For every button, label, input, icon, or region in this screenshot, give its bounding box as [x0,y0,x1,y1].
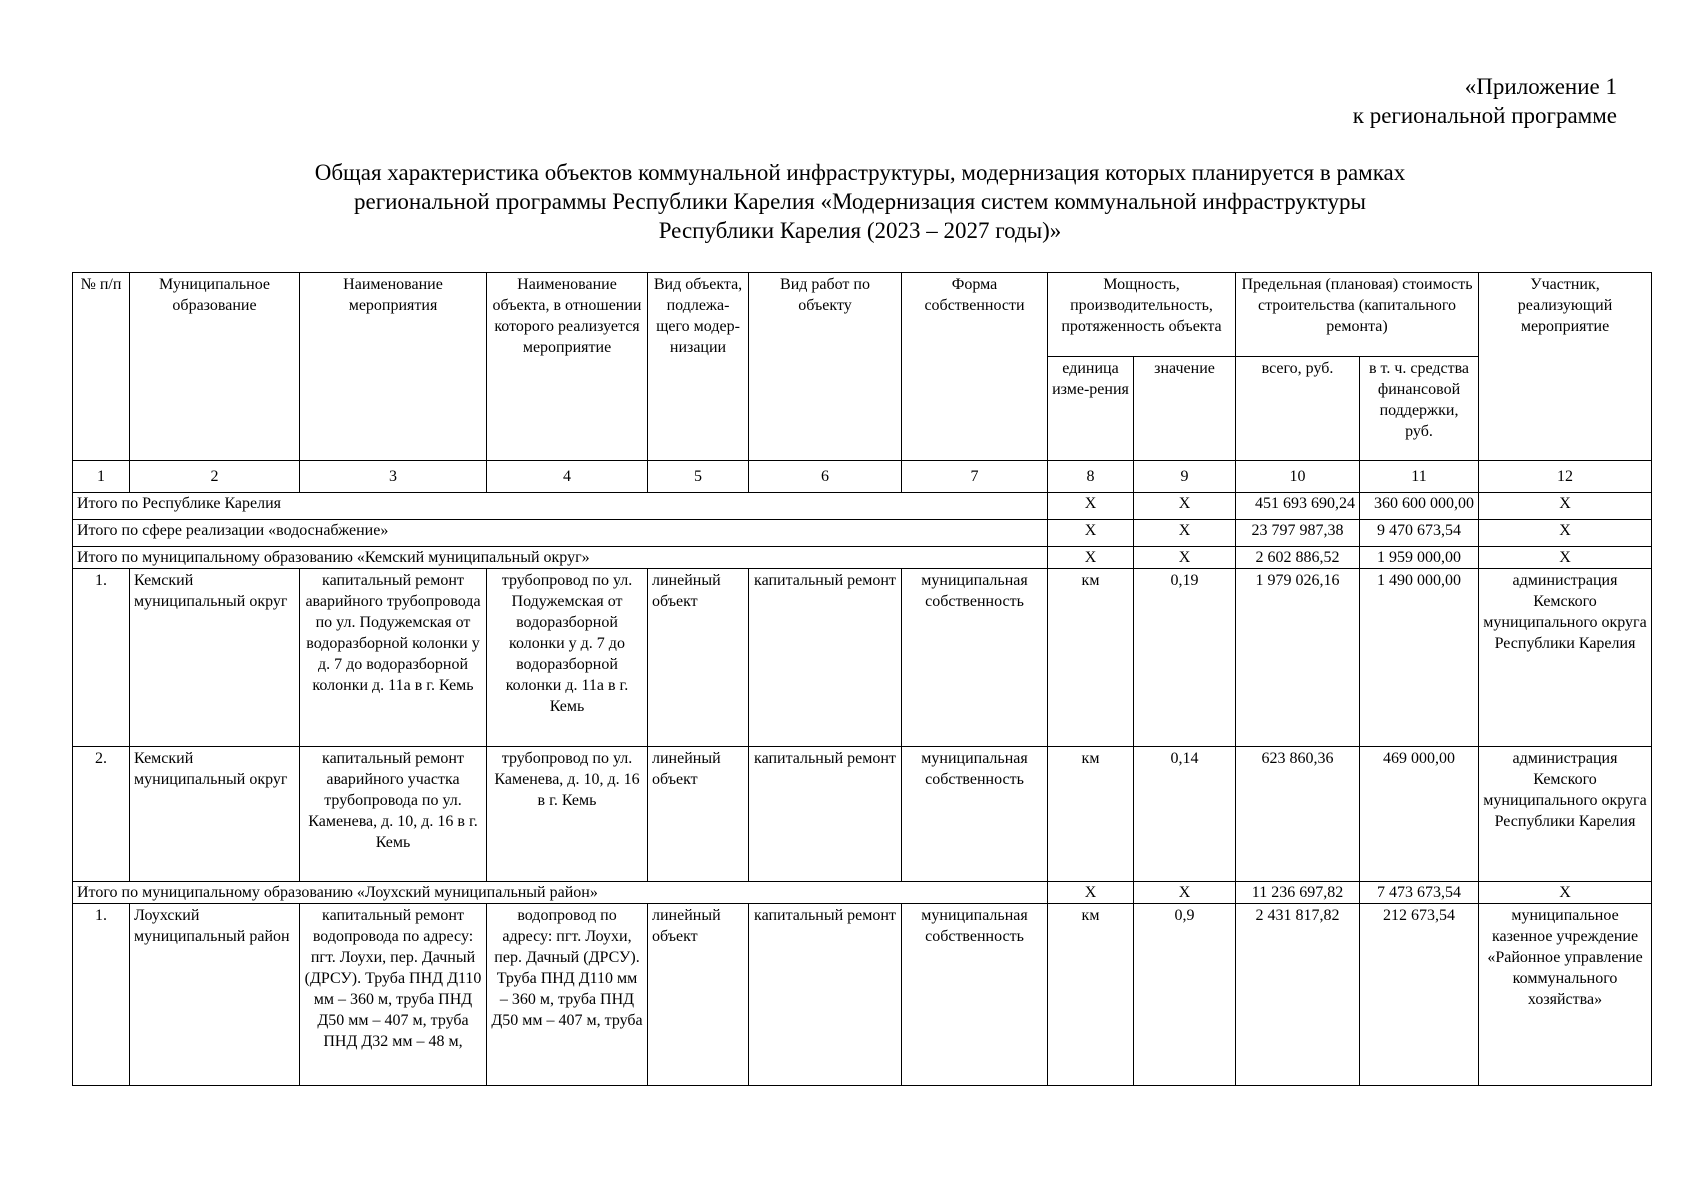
row-cost-total: 2 431 817,82 [1236,904,1360,1086]
title-line-2: региональной программы Республики Карелия «Модернизация систем коммунальной инфраструктуры [353,189,1366,214]
row-value: 0,14 [1134,747,1236,882]
header-cost-total: всего, руб. [1236,357,1360,461]
column-number: 6 [749,461,902,493]
appendix-line-1: «Приложение 1 [1464,74,1617,99]
total-unit: X [1048,520,1134,547]
row-municipality: Кемский муниципальный округ [130,747,300,882]
total-republic-row [73,493,1652,520]
row-cost-total: 1 979 026,16 [1236,569,1360,747]
table-row [73,569,1652,747]
row-work-type: капитальный ремонт [749,569,902,747]
header-participant: Участник, реализующий мероприятие [1479,273,1652,461]
row-object-type: линейный объект [648,569,749,747]
row-object-name: трубопровод по ул. Подужемская от водоразборной колонки у д. 7 до водоразборной колонки д. 11а в г. Кемь [487,569,648,747]
row-value: 0,19 [1134,569,1236,747]
column-number: 11 [1360,461,1479,493]
row-unit: км [1048,569,1134,747]
row-num: 2. [73,747,130,882]
total-value: X [1134,882,1236,904]
total-value: X [1134,520,1236,547]
table-row [73,747,1652,882]
total-kem-row [73,547,1652,569]
column-number: 12 [1479,461,1652,493]
row-object-type: линейный объект [648,747,749,882]
header-num: № п/п [73,273,130,461]
row-ownership: муниципальная собственность [902,904,1048,1086]
row-object-name: водопровод по адресу: пгт. Лоухи, пер. Дачный (ДРСУ). Труба ПНД Д110 мм – 360 м, труба ПНД Д50 мм – 407 м, труба [487,904,648,1086]
column-number: 4 [487,461,648,493]
row-num: 1. [73,904,130,1086]
row-ownership: муниципальная собственность [902,569,1048,747]
total-cost: 11 236 697,82 [1236,882,1360,904]
column-number: 7 [902,461,1048,493]
row-object-name: трубопровод по ул. Каменева, д. 10, д. 16 в г. Кемь [487,747,648,882]
total-cost: 23 797 987,38 [1236,520,1360,547]
row-unit: км [1048,904,1134,1086]
row-num: 1. [73,569,130,747]
row-ownership: муниципальная собственность [902,747,1048,882]
header-cost-support: в т. ч. средства финансовой поддержки, руб. [1360,357,1479,461]
row-municipality: Кемский муниципальный округ [130,569,300,747]
appendix-heading [1353,72,1617,130]
row-value: 0,9 [1134,904,1236,1086]
total-participant: X [1479,547,1652,569]
total-label: Итого по сфере реализации «водоснабжение» [73,520,1048,547]
title-line-1: Общая характеристика объектов коммунальной инфраструктуры, модернизация которых планируется в рамках [314,160,1406,185]
column-number: 3 [300,461,487,493]
row-cost-total: 623 860,36 [1236,747,1360,882]
header-work-type: Вид работ по объекту [749,273,902,461]
header-capacity: Мощность, производительность, протяженность объекта [1048,273,1236,357]
title-line-3: Республики Карелия (2023 – 2027 годы)» [658,218,1062,243]
total-support: 9 470 673,54 [1360,520,1479,547]
header-unit: единица изме-рения [1048,357,1134,461]
total-unit: X [1048,882,1134,904]
total-unit: X [1048,493,1134,520]
total-loukhi-row [73,882,1652,904]
column-number-row [73,461,1652,493]
row-cost-support: 1 490 000,00 [1360,569,1479,747]
total-label: Итого по муниципальному образованию «Кемский муниципальный округ» [73,547,1048,569]
header-municipality: Муниципальное образование [130,273,300,461]
header-object-type: Вид объекта, подлежа-щего модер-низации [648,273,749,461]
total-support: 360 600 000,00 [1360,493,1479,520]
row-municipality: Лоухский муниципальный район [130,904,300,1086]
row-work-type: капитальный ремонт [749,904,902,1086]
table-row [73,904,1652,1086]
total-label: Итого по муниципальному образованию «Лоухский муниципальный район» [73,882,1048,904]
row-measure: капитальный ремонт аварийного трубопровода по ул. Подужемская от водоразборной колонки у д. 7 до водоразборной колонки д. 11а в г. Кемь [300,569,487,747]
total-cost: 2 602 886,52 [1236,547,1360,569]
row-participant: администрация Кемского муниципального округа Республики Карелия [1479,747,1652,882]
total-participant: X [1479,493,1652,520]
row-cost-support: 212 673,54 [1360,904,1479,1086]
total-participant: X [1479,882,1652,904]
column-number: 1 [73,461,130,493]
total-support: 1 959 000,00 [1360,547,1479,569]
column-number: 8 [1048,461,1134,493]
total-label: Итого по Республике Карелия [73,493,1048,520]
appendix-line-2: к региональной программе [1352,103,1617,128]
row-measure: капитальный ремонт аварийного участка трубопровода по ул. Каменева, д. 10, д. 16 в г. Кемь [300,747,487,882]
column-number: 2 [130,461,300,493]
total-participant: X [1479,520,1652,547]
header-ownership: Форма собственности [902,273,1048,461]
row-measure: капитальный ремонт водопровода по адресу: пгт. Лоухи, пер. Дачный (ДРСУ). Труба ПНД Д110 мм – 360 м, труба ПНД Д50 мм – 407 м, труба ПНД Д32 мм – 48 м, [300,904,487,1086]
row-participant: муниципальное казенное учреждение «Районное управление коммунального хозяйства» [1479,904,1652,1086]
column-number: 9 [1134,461,1236,493]
header-row-top [73,273,1652,357]
column-number: 5 [648,461,749,493]
document-title [250,158,1470,245]
total-water-row [73,520,1652,547]
column-number: 10 [1236,461,1360,493]
total-value: X [1134,493,1236,520]
total-value: X [1134,547,1236,569]
header-cost: Предельная (плановая) стоимость строительства (капитального ремонта) [1236,273,1479,357]
row-work-type: капитальный ремонт [749,747,902,882]
header-value: значение [1134,357,1236,461]
row-cost-support: 469 000,00 [1360,747,1479,882]
total-support: 7 473 673,54 [1360,882,1479,904]
row-object-type: линейный объект [648,904,749,1086]
header-object-name: Наименование объекта, в отношении которого реализуется мероприятие [487,273,648,461]
header-measure: Наименование мероприятия [300,273,487,461]
total-cost: 451 693 690,24 [1236,493,1360,520]
infrastructure-table [72,272,1652,1086]
total-unit: X [1048,547,1134,569]
row-participant: администрация Кемского муниципального округа Республики Карелия [1479,569,1652,747]
row-unit: км [1048,747,1134,882]
